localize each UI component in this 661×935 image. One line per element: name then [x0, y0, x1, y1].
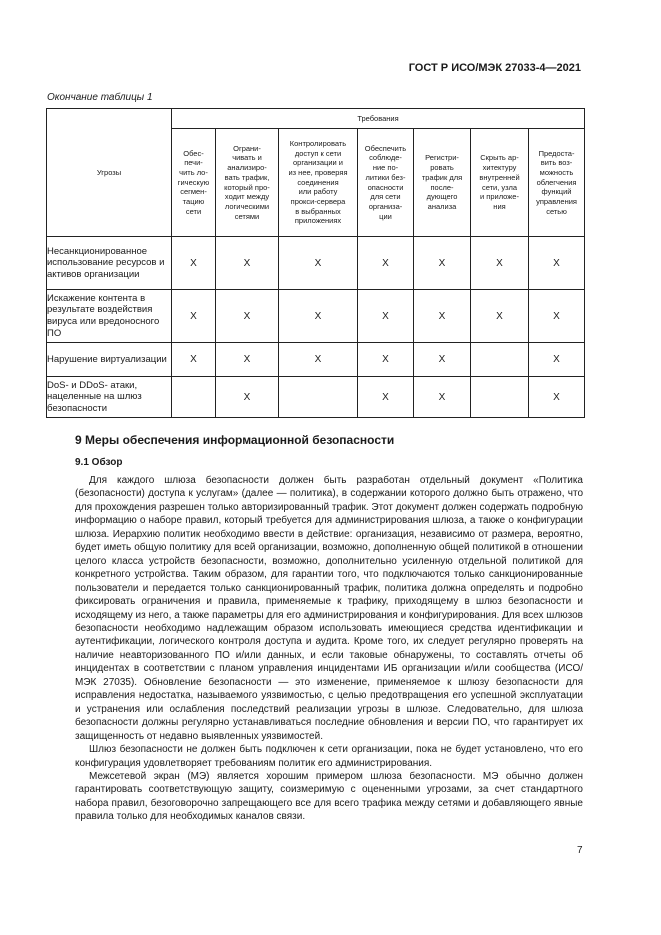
- table-row: [47, 290, 585, 343]
- requirement-column-header: Предоста- вить воз- можность облегчения функций управления сетью: [529, 129, 585, 237]
- mark-cell: X: [529, 290, 585, 343]
- requirement-column-header: Обес- печи- чить ло- гическую сегмен- тацию сети: [172, 129, 216, 237]
- requirement-column-header: Контролировать доступ к сети организации и из нее, проверяя соединения или работу прокси-сервера в выбранных приложениях: [279, 129, 358, 237]
- mark-cell: X: [414, 290, 471, 343]
- mark-cell: X: [529, 343, 585, 377]
- table-row: [47, 237, 585, 290]
- threat-cell: Нарушение виртуализации: [47, 343, 172, 377]
- document-header: ГОСТ Р ИСО/МЭК 27033-4—2021: [408, 62, 581, 74]
- mark-cell: X: [471, 237, 529, 290]
- mark-cell: [279, 377, 358, 418]
- section-title: 9 Меры обеспечения информационной безопасности: [75, 433, 395, 447]
- threats-header: Угрозы: [47, 109, 172, 237]
- mark-cell: X: [279, 290, 358, 343]
- mark-cell: X: [172, 290, 216, 343]
- mark-cell: X: [529, 237, 585, 290]
- mark-cell: X: [414, 237, 471, 290]
- requirement-column-header: Обеспечить соблюде- ние по- литики без- опасности для сети организа- ции: [358, 129, 414, 237]
- threat-cell: Искажение контента в результате воздействия вируса или вредоносного ПО: [47, 290, 172, 343]
- paragraph: Межсетевой экран (МЭ) является хорошим примером шлюза безопасности. МЭ обычно должен гарантировать соответствующую защиту, соизмеримую с оцененными угрозами, за счет стандартного набора правил, безоговорочно запрещающего все для всего трафика между сетями и добавляющего явные правила только для необходимых каналов связи.: [75, 770, 583, 823]
- table-caption: Окончание таблицы 1: [47, 92, 153, 103]
- requirement-column-header: Регистри- ровать трафик для после- дующего анализа: [414, 129, 471, 237]
- mark-cell: X: [216, 377, 279, 418]
- mark-cell: X: [414, 343, 471, 377]
- mark-cell: X: [358, 237, 414, 290]
- mark-cell: [471, 377, 529, 418]
- body-text: [75, 474, 583, 824]
- mark-cell: X: [172, 343, 216, 377]
- mark-cell: X: [279, 343, 358, 377]
- table-row: [47, 343, 585, 377]
- mark-cell: X: [358, 343, 414, 377]
- paragraph: Шлюз безопасности не должен быть подключен к сети организации, пока не будет установлено, что его конфигурация удовлетворяет требованиям политик его администрирования.: [75, 744, 583, 769]
- paragraph: Для каждого шлюза безопасности должен быть разработан отдельный документ «Политика (безопасности) доступа к услугам» (далее — политика), в содержании которого должно быть отражено, что для прохождения разрешен только авторизированный трафик. Этот документ должен содержать подробную информацию о наборе правил, который требуется для администрирования шлюза, а также о конфигурации шлюза. Иерархию политик необходимо ввести в действие: организация, независимо от размера, вероятно, будет иметь общую политику для всей организации, возможно, дополненную общей политикой в отношении целого класса устройств безопасности, возможно, дополнительно усиленную отдельной политикой для конкретного устройства. Таким образом, для гарантии того, что подключаются только санкционированные пользователи и передается только санкционированный трафик, политика должна определять и подробно фиксировать ограничения и правила, применяемые к трафику, приходящему в шлюз безопасности и исходящему из него, а также параметры для его администрирования и конфигурирования. Для всех шлюзов безопасности необходимо надлежащим образом использовать имеющиеся средства идентификации и аутентификации, логического контроля доступа и аудита. Кроме того, их следует регулярно проверять на наличие неавторизованного ПО и/или данных, и если таковые обнаружены, то составлять отчеты об инцидентах в соответствии с планом управления инцидентами ИБ организации и/или сообщества (ИСО/МЭК 27035). Обновление безопасности — это изменение, применяемое к шлюзу безопасности для исправления недостатка, называемого уязвимостью, с целью предотвращения его успешной эксплуатации и устранения или ослабления последствий реализации угрозы в шлюзе. Следовательно, для шлюза безопасности должны регулярно устанавливаться последние обновления и версии ПО, что гарантирует их защищенность от недавно выявленных уязвимостей.: [75, 475, 583, 742]
- requirement-column-header: Ограни- чивать и анализиро- вать трафик, который про- ходит между логическими сетями: [216, 129, 279, 237]
- threat-cell: DoS- и DDoS- атаки, нацеленные на шлюз безопасности: [47, 377, 172, 418]
- page-number: 7: [577, 845, 583, 856]
- mark-cell: X: [216, 290, 279, 343]
- requirements-header: Требования: [172, 109, 585, 129]
- mark-cell: X: [279, 237, 358, 290]
- mark-cell: [172, 377, 216, 418]
- mark-cell: X: [414, 377, 471, 418]
- mark-cell: X: [358, 290, 414, 343]
- mark-cell: [471, 343, 529, 377]
- requirements-table: [46, 108, 585, 418]
- requirement-column-header: Скрыть ар- хитектуру внутренней сети, узла и приложе- ния: [471, 129, 529, 237]
- mark-cell: X: [471, 290, 529, 343]
- mark-cell: X: [172, 237, 216, 290]
- threat-cell: Несанкционированное использование ресурсов и активов организации: [47, 237, 172, 290]
- mark-cell: X: [216, 237, 279, 290]
- subsection-title: 9.1 Обзор: [75, 457, 123, 468]
- mark-cell: X: [358, 377, 414, 418]
- table-row: [47, 377, 585, 418]
- mark-cell: X: [529, 377, 585, 418]
- mark-cell: X: [216, 343, 279, 377]
